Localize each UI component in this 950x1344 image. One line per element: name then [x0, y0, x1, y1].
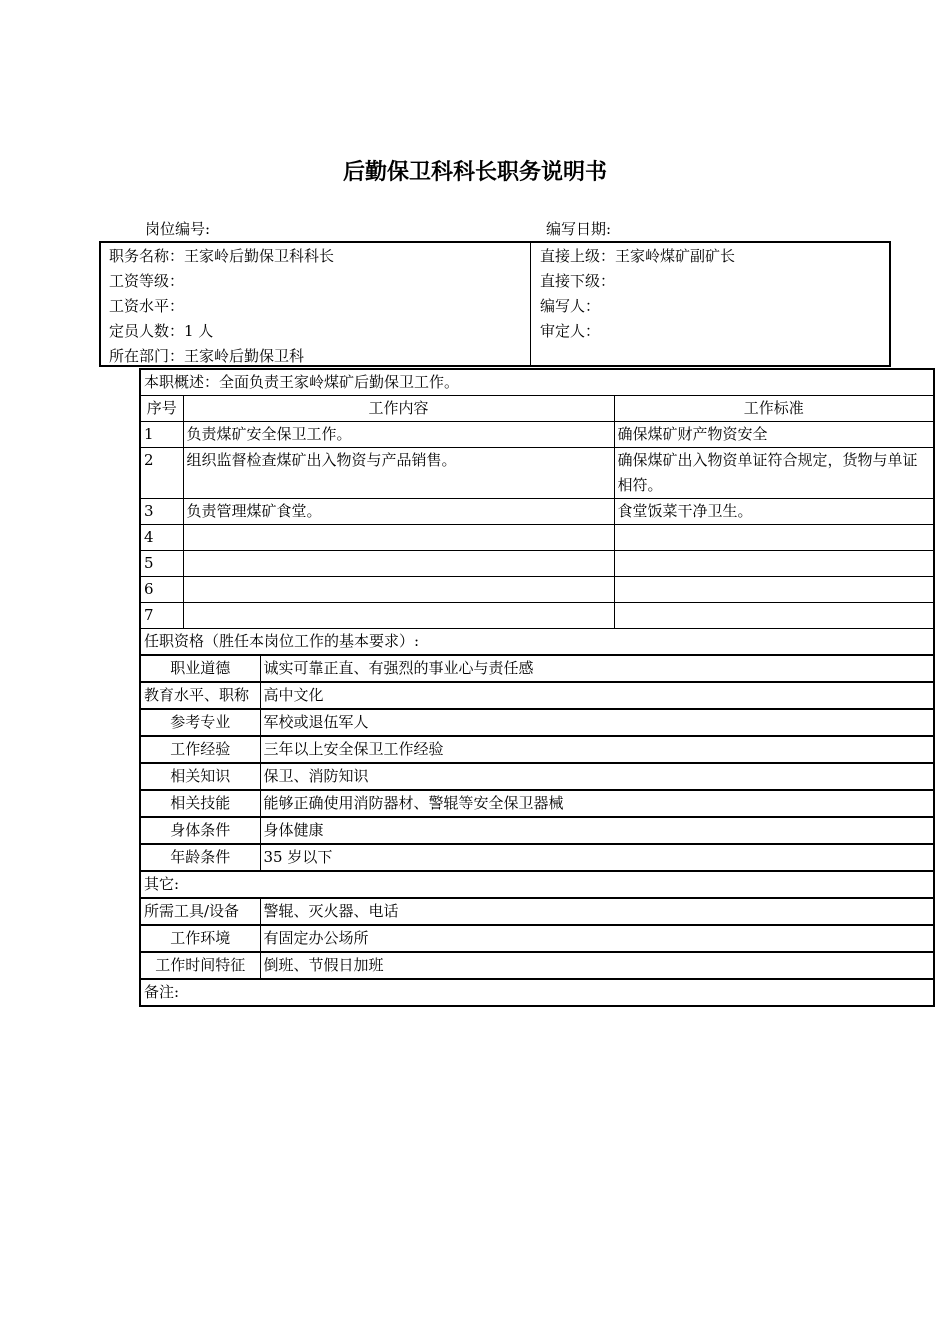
department: 所在部门：王家岭后勤保卫科: [109, 347, 305, 365]
duty-content: [183, 577, 614, 603]
direct-subordinate: 直接下级：: [540, 272, 616, 290]
duty-content: [183, 603, 614, 629]
duty-content: [183, 525, 614, 551]
other-label: 工作时间特征: [140, 952, 260, 979]
basic-info-right: [540, 244, 735, 344]
table-row: [140, 709, 934, 736]
duty-no: 5: [140, 551, 183, 577]
duty-standard: 确保煤矿财产物资安全: [614, 422, 934, 448]
summary-row: [140, 369, 934, 396]
qual-label: 身体条件: [140, 817, 260, 844]
duty-no: 4: [140, 525, 183, 551]
remarks-row: [140, 979, 934, 1006]
duty-content: 负责煤矿安全保卫工作。: [183, 422, 614, 448]
duty-standard: 食堂饭菜干净卫生。: [614, 499, 934, 525]
duty-standard: [614, 551, 934, 577]
qual-value: 保卫、消防知识: [260, 763, 934, 790]
qual-label: 参考专业: [140, 709, 260, 736]
qual-value: 35 岁以下: [260, 844, 934, 871]
page-title: 后勤保卫科科长职务说明书: [342, 160, 607, 185]
qual-label: 年龄条件: [140, 844, 260, 871]
other-value: 有固定办公场所: [260, 925, 934, 952]
qual-label: 相关技能: [140, 790, 260, 817]
table-row: [140, 898, 934, 925]
duties-header-row: [140, 396, 934, 422]
duty-standard: [614, 577, 934, 603]
table-row: [140, 603, 934, 629]
duty-no: 7: [140, 603, 183, 629]
duty-standard: [614, 603, 934, 629]
qual-value: 身体健康: [260, 817, 934, 844]
direct-superior: 直接上级：王家岭煤矿副矿长: [540, 247, 736, 265]
basic-info-left: [109, 244, 334, 369]
job-title: 职务名称：王家岭后勤保卫科科长: [109, 247, 335, 265]
table-row: [140, 551, 934, 577]
summary-text: 本职概述：全面负责王家岭煤矿后勤保卫工作。: [140, 369, 934, 396]
reviewer: 审定人：: [540, 322, 601, 340]
duty-standard: 确保煤矿出入物资单证符合规定，货物与单证相符。: [614, 448, 934, 499]
qualification-heading: 任职资格（胜任本岗位工作的基本要求）:: [140, 629, 934, 656]
qual-value: 军校或退伍军人: [260, 709, 934, 736]
table-row: [140, 844, 934, 871]
table-row: [140, 952, 934, 979]
other-label: 所需工具/设备: [140, 898, 260, 925]
date-label: 编写日期:: [546, 220, 612, 238]
table-row: [140, 763, 934, 790]
table-row: [140, 577, 934, 603]
table-row: [140, 736, 934, 763]
qual-label: 职业道德: [140, 655, 260, 682]
qual-value: 高中文化: [260, 682, 934, 709]
table-row: [140, 448, 934, 499]
table-row: [140, 655, 934, 682]
duty-content: 负责管理煤矿食堂。: [183, 499, 614, 525]
qual-value: 三年以上安全保卫工作经验: [260, 736, 934, 763]
qual-value: 能够正确使用消防器材、警辊等安全保卫器械: [260, 790, 934, 817]
table-row: [140, 525, 934, 551]
other-label: 工作环境: [140, 925, 260, 952]
other-value: 倒班、节假日加班: [260, 952, 934, 979]
qual-label: 相关知识: [140, 763, 260, 790]
duty-no: 2: [140, 448, 183, 499]
duty-no: 1: [140, 422, 183, 448]
job-description-table: [139, 368, 935, 1007]
salary-grade: 工资等级：: [109, 272, 185, 290]
position-no-label: 岗位编号:: [145, 220, 211, 238]
header-content: 工作内容: [183, 396, 614, 422]
table-row: [140, 790, 934, 817]
table-row: [140, 925, 934, 952]
headcount: 定员人数：1 人: [109, 322, 214, 340]
table-row: [140, 422, 934, 448]
table-row: [140, 499, 934, 525]
qual-value: 诚实可靠正直、有强烈的事业心与责任感: [260, 655, 934, 682]
other-heading: 其它:: [140, 871, 934, 898]
basic-info-box: [99, 241, 891, 367]
basic-info-divider: [530, 243, 531, 365]
duty-content: [183, 551, 614, 577]
table-row: [140, 682, 934, 709]
other-value: 警辊、灭火器、电话: [260, 898, 934, 925]
author: 编写人：: [540, 297, 601, 315]
duty-no: 3: [140, 499, 183, 525]
remarks-text: 备注:: [140, 979, 934, 1006]
salary-level: 工资水平：: [109, 297, 185, 315]
other-heading-row: [140, 871, 934, 898]
qual-label: 教育水平、职称: [140, 682, 260, 709]
duty-standard: [614, 525, 934, 551]
duty-content: 组织监督检查煤矿出入物资与产品销售。: [183, 448, 614, 499]
qual-label: 工作经验: [140, 736, 260, 763]
table-row: [140, 817, 934, 844]
header-standard: 工作标准: [614, 396, 934, 422]
duty-no: 6: [140, 577, 183, 603]
qualification-heading-row: [140, 629, 934, 656]
header-no: 序号: [140, 396, 183, 422]
